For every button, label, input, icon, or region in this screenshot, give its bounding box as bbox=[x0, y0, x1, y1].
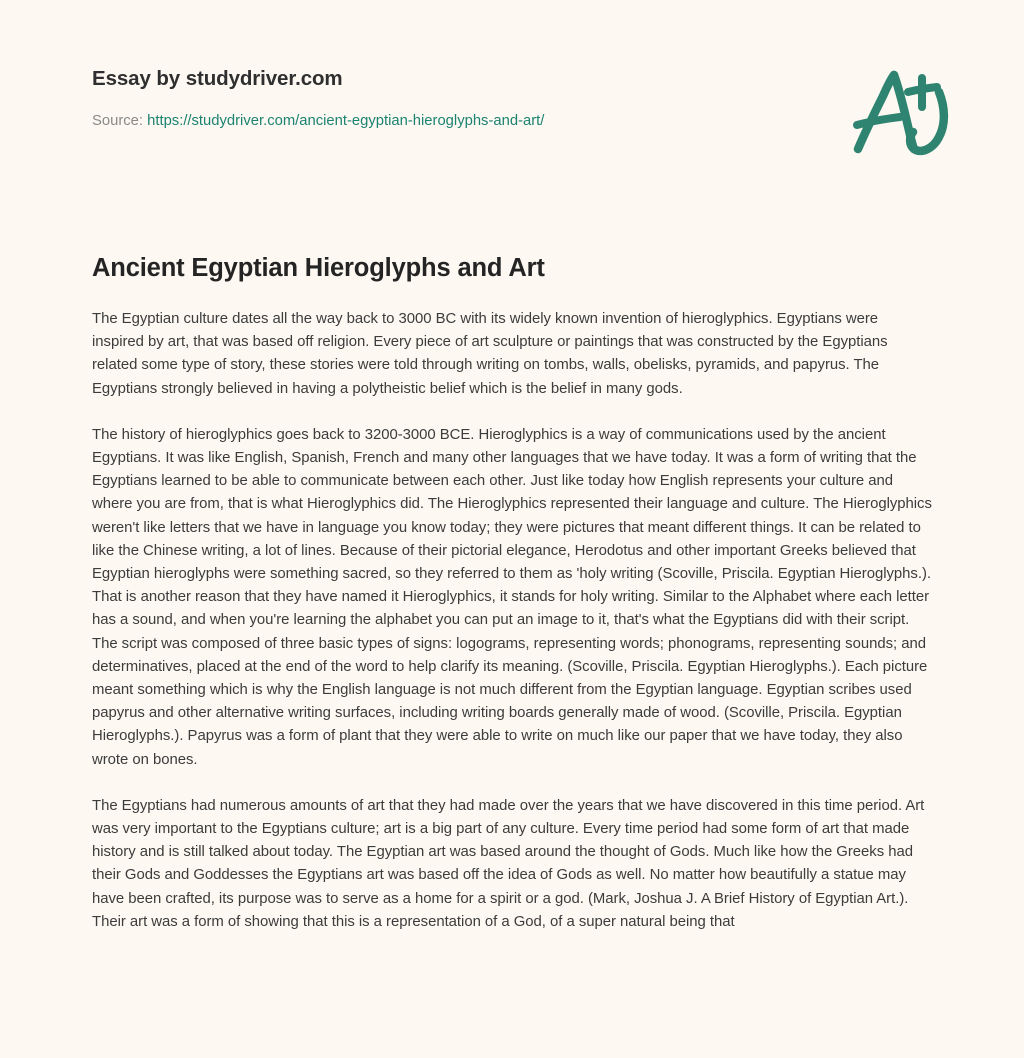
a-plus-icon bbox=[836, 52, 962, 172]
studydriver-a-plus-logo-icon bbox=[836, 52, 962, 172]
paragraph: The history of hieroglyphics goes back to 3200-3000 BCE. Hieroglyphics is a way of communications used by the ancient Egyptians. It was like English, Spanish, French and many other languages that we have today. It was a form of writing that the Egyptians learned to be able to communicate between each other. Just like today how English represents your culture and where you are from, that is what Hieroglyphics did. The Hieroglyphics represented their language and culture. The Hieroglyphics weren't like letters that we have in language you know today; they were pictures that meant different things. It can be related to like the Chinese writing, a lot of lines. Because of their pictorial elegance, Herodotus and other important Greeks believed that Egyptian hieroglyphs were something sacred, so they referred to them as 'holy writing (Scoville, Priscila. Egyptian Hieroglyphs.). That is another reason that they have named it Hieroglyphics, it stands for holy writing. Similar to the Alphabet where each letter has a sound, and when you're learning the alphabet you can put an image to it, that's what the Egyptians did with their script. The script was composed of three basic types of signs: logograms, representing words; phonograms, representing sounds; and determinatives, placed at the end of the word to help clarify its meaning. (Scoville, Priscila. Egyptian Hieroglyphs.). Each picture meant something which is why the English language is not much different from the Egyptian language. Egyptian scribes used papyrus and other alternative writing surfaces, including writing boards generally made of wood. (Scoville, Priscila. Egyptian Hieroglyphs.). Papyrus was a form of plant that they were able to write on much like our paper that we have today, they also wrote on bones. bbox=[92, 426, 932, 768]
page-header bbox=[92, 66, 932, 131]
brand-title: Essay by studydriver.com bbox=[92, 67, 343, 90]
source-label: Source: bbox=[92, 113, 143, 129]
source-line bbox=[92, 111, 932, 131]
page-title: Ancient Egyptian Hieroglyphs and Art bbox=[92, 254, 545, 282]
article-body bbox=[92, 252, 932, 934]
paragraph: The Egyptian culture dates all the way back to 3000 BC with its widely known invention of hieroglyphics. Egyptians were inspired by art, that was based off religion. Every piece of art sculpture or paintings that was constructed by the Egyptians related some type of story, these stories were told through writing on tombs, walls, obelisks, pyramids, and papyrus. The Egyptians strongly believed in having a polytheistic belief which is the belief in many gods. bbox=[92, 311, 888, 397]
source-url-link[interactable]: https://studydriver.com/ancient-egyptian-hieroglyphs-and-art/ bbox=[147, 113, 545, 129]
paragraph: The Egyptians had numerous amounts of art that they had made over the years that we have discovered in this time period. Art was very important to the Egyptians culture; art is a big part of any culture. Every time period had some form of art that made history and is still talked about today. The Egyptian art was based around the thought of Gods. Much like how the Greeks had their Gods and Goddesses the Egyptians art was based off the idea of Gods as well. No matter how beautifully a statue may have been crafted, its purpose was to serve as a home for a spirit or a god. (Mark, Joshua J. A Brief History of Egyptian Art.). Their art was a form of showing that this is a representation of a God, of a super natural being that bbox=[92, 797, 925, 930]
